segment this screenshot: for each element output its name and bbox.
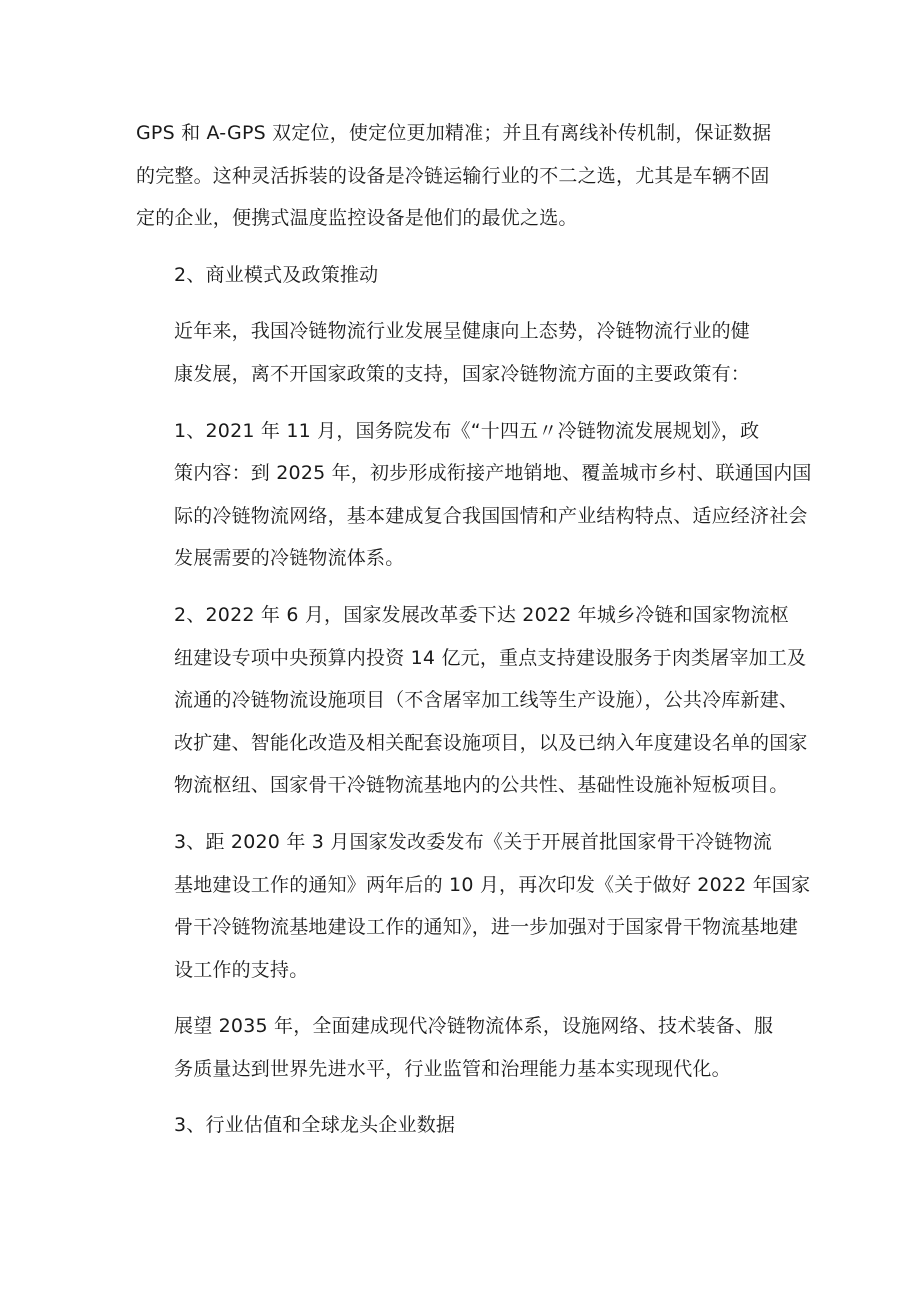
- text-line: 康发展，离不开国家政策的支持，国家冷链物流方面的主要政策有：: [174, 362, 751, 385]
- text-line: 基地建设工作的通知》两年后的 10 月，再次印发《关于做好 2022 年国家: [174, 873, 811, 896]
- text-line: 物流枢纽、国家骨干冷链物流基地内的公共性、基础性设施补短板项目。: [174, 774, 789, 797]
- text-line: 发展需要的冷链物流体系。: [174, 547, 405, 570]
- text-line: 纽建设专项中央预算内投资 14 亿元，重点支持建设服务于肉类屠宰加工及: [174, 646, 807, 669]
- text-line: 近年来，我国冷链物流行业发展呈健康向上态势，冷链物流行业的健: [174, 320, 751, 343]
- section-heading-business-model: [136, 254, 804, 297]
- text-line: 定的企业，便携式温度监控设备是他们的最优之选。: [136, 207, 578, 230]
- text-line: 际的冷链物流网络，基本建成复合我国国情和产业结构特点、适应经济社会: [174, 504, 808, 527]
- heading-text: 3、行业估值和全球龙头企业数据: [174, 1114, 456, 1137]
- text-line: 的完整。这种灵活拆装的设备是冷链运输行业的不二之选，尤其是车辆不固: [136, 164, 770, 187]
- text-line: 1、2021 年 11 月，国务院发布《“十四五〃冷链物流发展规划》，政: [174, 419, 760, 442]
- text-line: 展望 2035 年，全面建成现代冷链物流体系，设施网络、技术装备、服: [174, 1015, 774, 1038]
- paragraph-policy-3: [136, 821, 811, 991]
- paragraph-policy-1: [136, 410, 812, 580]
- heading-text: 2、商业模式及政策推动: [174, 263, 379, 286]
- text-line: 2、2022 年 6 月，国家发展改革委下达 2022 年城乡冷链和国家物流枢: [174, 603, 789, 626]
- text-line: 改扩建、智能化改造及相关配套设施项目，以及已纳入年度建设名单的国家: [174, 731, 808, 754]
- paragraph-outlook-2035: [136, 1005, 804, 1090]
- text-line: GPS 和 A-GPS 双定位，使定位更加精准；并且有离线补传机制，保证数据: [136, 122, 772, 144]
- document-body: [136, 112, 812, 1161]
- text-line: 3、距 2020 年 3 月国家发改委发布《关于开展首批国家骨干冷链物流: [174, 830, 772, 853]
- text-line: 设工作的支持。: [174, 958, 309, 981]
- paragraph-policy-intro: [136, 310, 804, 395]
- text-line: 流通的冷链物流设施项目（不含屠宰加工线等生产设施），公共冷库新建、: [174, 689, 799, 712]
- paragraph-policy-2: [136, 594, 808, 807]
- paragraph-gps-devices: [136, 112, 804, 240]
- text-line: 骨干冷链物流基地建设工作的通知》，进一步加强对于国家骨干物流基地建: [174, 916, 799, 939]
- text-line: 务质量达到世界先进水平，行业监管和治理能力基本实现现代化。: [174, 1057, 731, 1080]
- section-heading-valuation: [136, 1104, 804, 1147]
- text-line: 策内容：到 2025 年，初步形成衔接产地销地、覆盖城市乡村、联通国内国: [174, 462, 812, 485]
